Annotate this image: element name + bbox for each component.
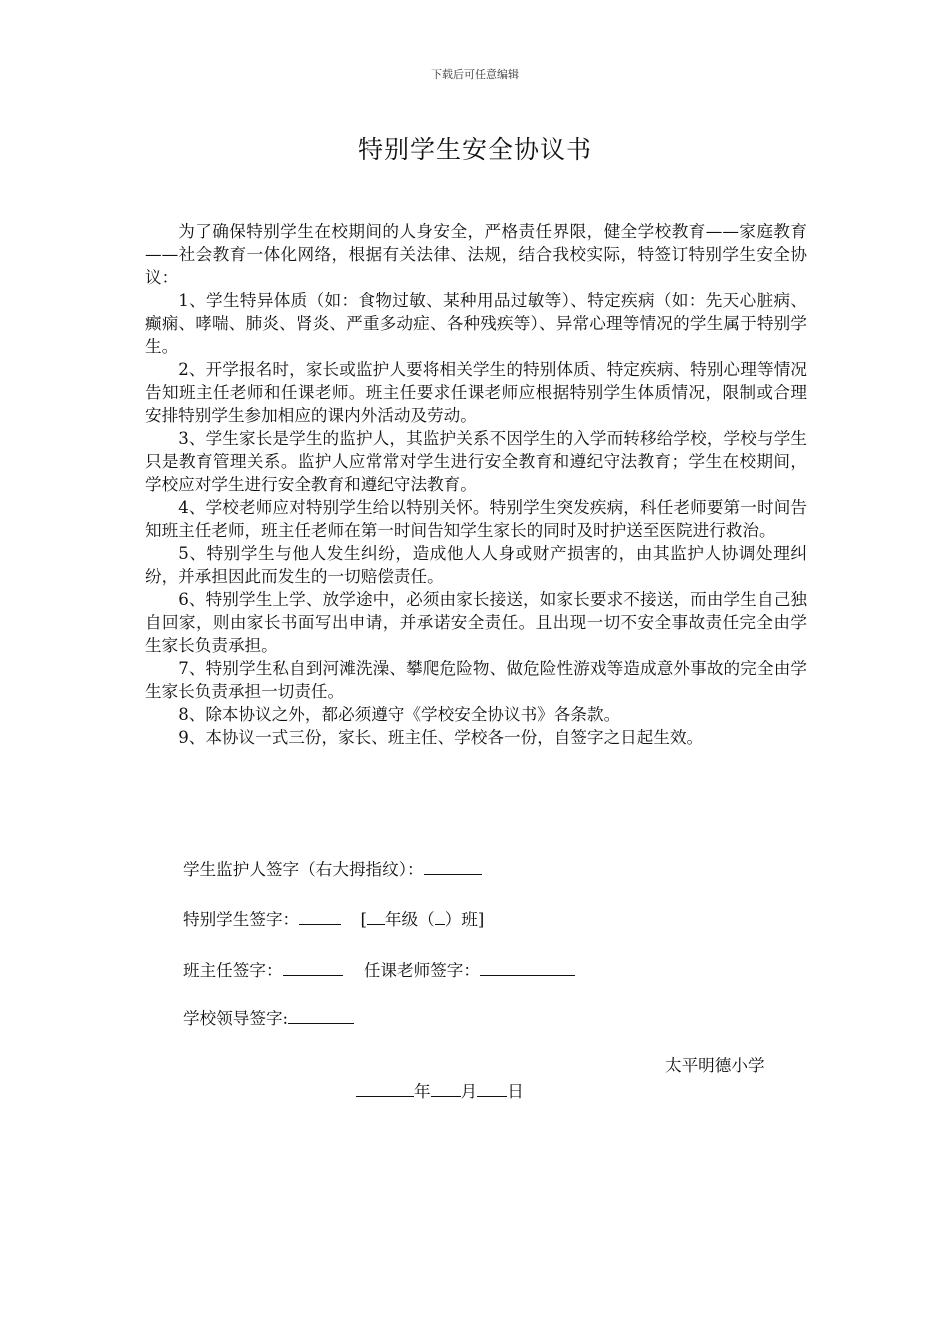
day-blank [477, 1082, 507, 1097]
student-signature-label: 特别学生签字： [183, 910, 300, 929]
leader-signature-label: 学校领导签字: [183, 1009, 289, 1028]
subject-teacher-signature-label: 任课老师签字： [363, 961, 480, 980]
agreement-body [145, 220, 807, 749]
document-title: 特别学生安全协议书 [357, 135, 592, 164]
class-blank [435, 910, 445, 925]
clause-4: 4、学校老师应对特别学生给以特别关怀。特别学生突发疾病，科任老师要第一时间告知班主任老师，班主任老师在第一时间告知学生家长的同时及时护送至医院进行救治。 [145, 498, 807, 540]
student-signature-line [183, 906, 484, 930]
guardian-signature-line [183, 856, 482, 880]
clause-7: 7、特别学生私自到河滩洗澡、攀爬危险物、做危险性游戏等造成意外事故的完全由学生家长负责承担一切责任。 [145, 659, 807, 701]
grade-blank [367, 910, 385, 925]
header-note: 下载后可任意编辑 [431, 68, 519, 81]
date-line [356, 1078, 524, 1102]
month-blank [431, 1082, 461, 1097]
guardian-signature-label: 学生监护人签字（右大拇指纹）： [183, 860, 424, 879]
clause-1: 1、学生特异体质（如：食物过敏、某种用品过敏等）、特定疾病（如：先天心脏病、癫痫、哮喘、肺炎、肾炎、严重多动症、各种残疾等）、异常心理等情况的学生属于特别学生。 [145, 291, 807, 356]
clause-9: 9、本协议一式三份，家长、班主任、学校各一份，自签字之日起生效。 [178, 728, 704, 747]
intro-paragraph: 为了确保特别学生在校期间的人身安全，严格责任界限，健全学校教育——家庭教育——社会教育一体化网络，根据有关法律、法规，结合我校实际，特签订特别学生安全协议： [145, 222, 807, 287]
clause-5: 5、特别学生与他人发生纠纷，造成他人人身或财产损害的，由其监护人协调处理纠纷，并承担因此而发生的一切赔偿责任。 [145, 544, 807, 586]
clause-6: 6、特别学生上学、放学途中，必须由家长接送，如家长要求不接送，而由学生自己独自回家，则由家长书面写出申请，并承诺安全责任。且出现一切不安全事故责任完全由学生家长负责承担。 [145, 590, 807, 655]
teacher-signature-line [183, 957, 575, 981]
clause-2: 2、开学报名时，家长或监护人要将相关学生的特别体质、特定疾病、特别心理等情况告知班主任老师和任课老师。班主任要求任课老师应根据特别学生体质情况，限制或合理安排特别学生参加相应的课内外活动及劳动。 [145, 360, 807, 425]
head-teacher-signature-label: 班主任签字： [183, 961, 283, 980]
clause-3: 3、学生家长是学生的监护人，其监护关系不因学生的入学而转移给学校，学校与学生只是教育管理关系。监护人应常常对学生进行安全教育和遵纪守法教育；学生在校期间，学校应对学生进行安全教育和遵纪守法教育。 [145, 429, 807, 494]
clause-8: 8、除本协议之外，都必须遵守《学校安全协议书》各条款。 [178, 705, 621, 724]
head-teacher-signature-blank [283, 961, 343, 976]
subject-teacher-signature-blank [480, 961, 575, 976]
leader-signature-blank [288, 1009, 354, 1024]
grade-label: 年级（ [384, 910, 435, 929]
month-label: 月 [460, 1082, 478, 1101]
guardian-signature-blank [424, 860, 482, 875]
student-signature-blank [299, 910, 341, 925]
leader-signature-line [183, 1005, 354, 1029]
day-label: 日 [507, 1082, 524, 1101]
class-bracket-open: [ [360, 910, 367, 929]
year-blank [356, 1082, 414, 1097]
school-name: 太平明德小学 [665, 1056, 765, 1075]
year-label: 年 [414, 1082, 431, 1101]
class-label: ）班] [444, 910, 485, 929]
